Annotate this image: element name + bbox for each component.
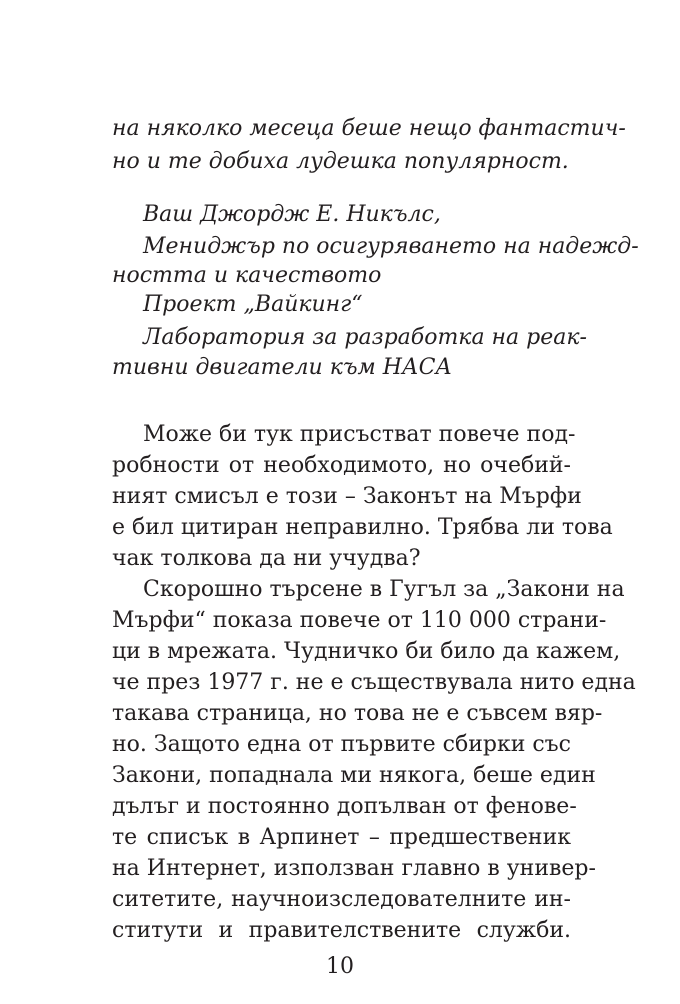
text-line: на няколко месеца беше нещо фантастич- — [112, 116, 626, 141]
paragraph-line: те списък в Арпинет – предшественик — [112, 825, 571, 850]
paragraph-line: на Интернет, използван главно в универ- — [112, 856, 596, 881]
paragraph-line: ци в мрежата. Чудничко би било да кажем, — [112, 639, 621, 664]
paragraph-line: но. Защото една от първите сбирки със — [112, 732, 571, 757]
paragraph-line: Закони, попаднала ми някога, беше един — [112, 763, 596, 788]
paragraph-line: чак толкова да ни учудва? — [112, 546, 421, 571]
signature-lab: Лаборатория за разработка на реак- — [143, 325, 587, 350]
paragraph-line: ният смисъл е този – Законът на Мърфи — [112, 484, 582, 509]
paragraph-line: Може би тук присъстват повече под- — [143, 422, 576, 447]
paragraph-line: ситетите, научноизследователните ин- — [112, 887, 571, 912]
paragraph-line: ститути и правителствените служби. — [112, 918, 571, 943]
signature-title: Мениджър по осигуряването на надежд- — [143, 234, 639, 259]
text-line: но и те добиха лудешка популярност. — [112, 149, 569, 174]
paragraph-line: такава страница, но това не е съвсем вяр- — [112, 701, 603, 726]
paragraph-line: Мърфи“ показа повече от 110 000 страни- — [112, 608, 607, 633]
paragraph-line: робности от необходимото, но очебий- — [112, 453, 571, 478]
signature-name: Ваш Джордж Е. Никълс, — [143, 202, 441, 227]
paragraph-line: дълъг и постоянно допълван от фенове- — [112, 794, 577, 819]
signature-lab: тивни двигатели към НАСА — [112, 355, 453, 380]
signature-project: Проект „Вайкинг“ — [143, 292, 363, 317]
paragraph-line: че през 1977 г. не е съществувала нито една — [112, 670, 636, 695]
paragraph-line: Скорошно търсене в Гугъл за „Закони на — [143, 577, 625, 602]
signature-title: ността и качеството — [112, 263, 382, 288]
paragraph-line: е бил цитиран неправилно. Трябва ли това — [112, 515, 613, 540]
page-number: 10 — [326, 954, 354, 979]
